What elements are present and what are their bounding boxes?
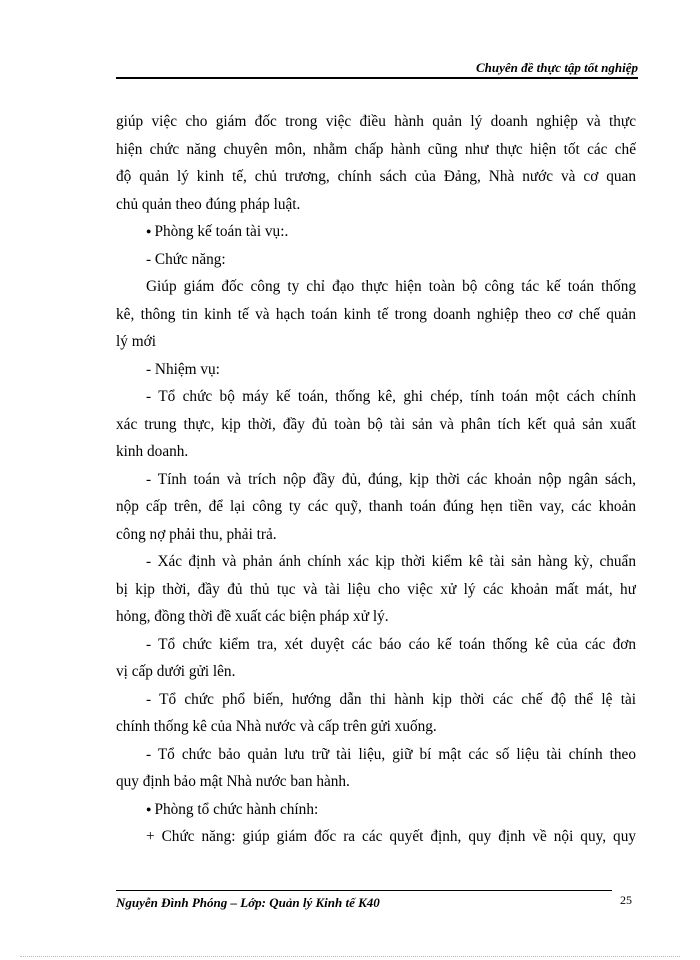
page-break-dots	[20, 956, 680, 957]
text-line	[116, 823, 636, 851]
text-line	[116, 686, 636, 714]
text-line	[116, 548, 636, 576]
text-line	[116, 768, 636, 796]
text-line	[116, 246, 636, 274]
text-line	[116, 631, 636, 659]
line-text: lý mới	[116, 333, 156, 350]
text-line	[116, 301, 636, 329]
text-line	[116, 191, 636, 219]
text-line	[116, 576, 636, 604]
footer-rule	[116, 890, 612, 891]
line-text: bị kịp thời, đầy đủ thủ tục và tài liệu cho việc xử lý các khoản mất mát, hư	[116, 580, 636, 598]
bullet-icon: ●	[146, 226, 152, 236]
line-text: - Xác định và phản ánh chính xác kịp thời kiểm kê tài sản hàng kỳ, chuẩn	[146, 553, 636, 570]
line-text: vị cấp dưới gửi lên.	[116, 663, 236, 680]
page-number: 25	[620, 893, 632, 907]
line-text: quy định bảo mật Nhà nước ban hành.	[116, 773, 350, 790]
line-text: kinh doanh.	[116, 443, 189, 460]
text-line	[116, 163, 636, 191]
text-line	[116, 741, 636, 769]
line-text: - Tổ chức bộ máy kế toán, thống kê, ghi chép, tính toán một cách chính	[146, 388, 636, 405]
line-text: nộp cấp trên, để lại công ty các quỹ, thanh toán đúng hẹn tiền vay, các khoản	[116, 498, 636, 515]
line-text: - Tổ chức phổ biến, hướng dẫn thi hành kịp thời các chế độ thể lệ tài	[146, 690, 636, 708]
header-rule	[116, 77, 638, 79]
text-line	[116, 603, 636, 631]
line-text: - Tính toán và trích nộp đầy đủ, đúng, kịp thời các khoản nộp ngân sách,	[146, 470, 636, 488]
text-line	[116, 438, 636, 466]
text-line	[116, 273, 636, 301]
bullet-heading-line	[116, 796, 636, 824]
line-text: công nợ phải thu, phải trả.	[116, 525, 277, 543]
text-line	[116, 383, 636, 411]
text-line	[116, 493, 636, 521]
line-text: Phòng kế toán tài vụ:.	[154, 223, 289, 240]
line-text: + Chức năng: giúp giám đốc ra các quyết định, quy định về nội quy, quy	[146, 828, 636, 845]
line-text: giúp việc cho giám đốc trong việc điều hành quản lý doanh nghiệp và thực	[116, 113, 636, 130]
line-text: chủ quản theo đúng pháp luật.	[116, 195, 301, 213]
line-text: chính thống kê của Nhà nước và cấp trên gửi xuống.	[116, 718, 437, 735]
text-line	[116, 328, 636, 356]
line-text: Phòng tổ chức hành chính:	[154, 800, 319, 818]
line-text: hỏng, đồng thời đề xuất các biện pháp xử lý.	[116, 608, 389, 625]
line-text: - Chức năng:	[146, 250, 226, 268]
line-text: kê, thông tin kinh tế và hạch toán kinh tế trong doanh nghiệp theo cơ chế quản	[116, 305, 636, 323]
line-text: hiện chức năng chuyên môn, nhằm chấp hành cũng như thực hiện tốt các chế	[116, 140, 636, 158]
line-text: xác trung thực, kịp thời, đầy đủ toàn bộ tài sản và phân tích kết quả sản xuất	[116, 415, 636, 433]
page-header-title: Chuyên đề thực tập tốt nghiệp	[476, 60, 638, 75]
text-line	[116, 108, 636, 136]
text-line	[116, 713, 636, 741]
footer-author: Nguyễn Đình Phóng – Lớp: Quản lý Kinh tế K40	[116, 895, 380, 910]
line-text: - Tổ chức bảo quản lưu trữ tài liệu, giữ bí mật các số liệu tài chính theo	[146, 745, 636, 763]
line-text: - Nhiệm vụ:	[146, 360, 220, 378]
body-text	[116, 108, 636, 851]
line-text: độ quản lý kinh tế, chủ trương, chính sách của Đảng, Nhà nước và cơ quan	[116, 168, 636, 185]
text-line	[116, 136, 636, 164]
text-line	[116, 411, 636, 439]
line-text: Giúp giám đốc công ty chỉ đạo thực hiện toàn bộ công tác kế toán thống	[146, 278, 636, 295]
text-line	[116, 521, 636, 549]
bullet-icon: ●	[146, 803, 152, 814]
text-line	[116, 356, 636, 384]
text-line	[116, 466, 636, 494]
text-line	[116, 658, 636, 686]
line-text: - Tổ chức kiểm tra, xét duyệt các báo cáo kế toán thống kê của các đơn	[146, 635, 636, 653]
bullet-heading-line	[116, 218, 636, 246]
